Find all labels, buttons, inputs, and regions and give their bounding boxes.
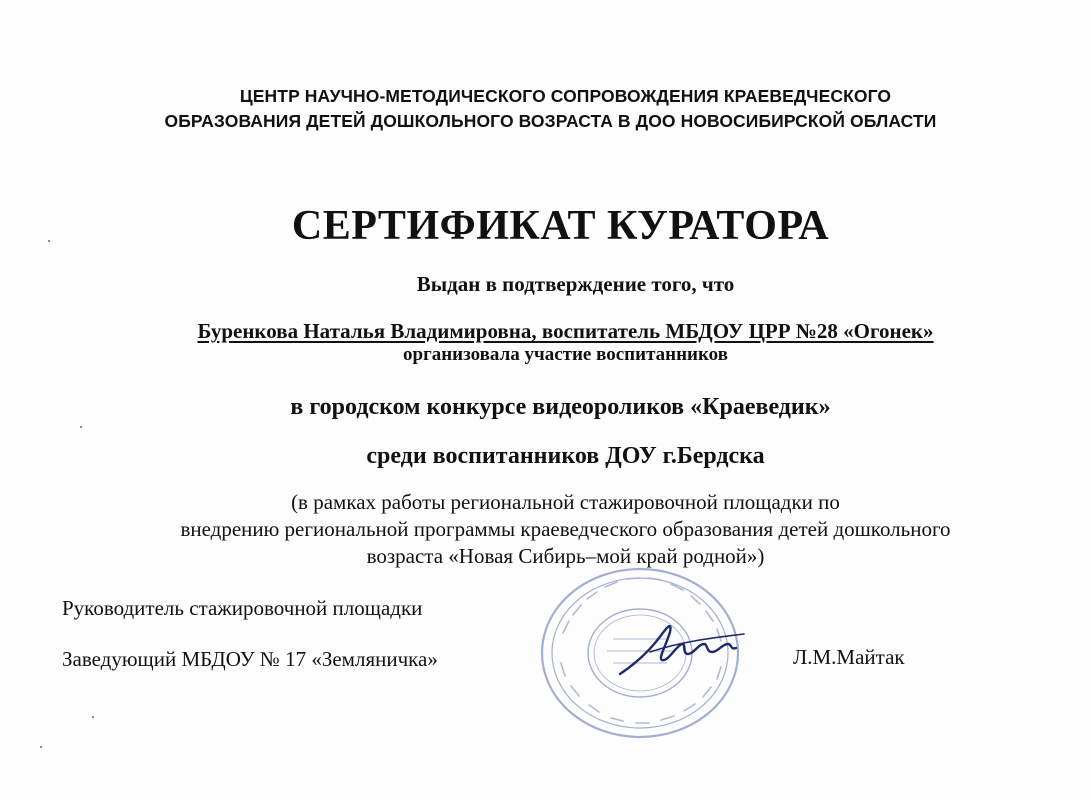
organization-line-1: ЦЕНТР НАУЧНО-МЕТОДИЧЕСКОГО СОПРОВОЖДЕНИЯ КРАЕВЕДЧЕСКОГО bbox=[239, 86, 892, 106]
organization-line-2: ОБРАЗОВАНИЯ ДЕТЕЙ ДОШКОЛЬНОГО ВОЗРАСТА В ДОО НОВОСИБИРСКОЙ ОБЛАСТИ bbox=[164, 111, 937, 131]
handwritten-signature-icon bbox=[610, 612, 750, 682]
issued-statement: Выдан в подтверждение того, что bbox=[416, 272, 735, 296]
framework-line-1: (в рамках работы региональной стажировочной площадки по bbox=[291, 490, 840, 514]
paper-speck bbox=[40, 746, 42, 748]
paper-speck bbox=[92, 716, 94, 718]
signature-role-line-2: Заведующий МБДОУ № 17 «Земляничка» bbox=[62, 647, 438, 671]
framework-line-2: внедрению региональной программы краеведческого образования детей дошкольного bbox=[180, 517, 951, 541]
signer-name: Л.М.Майтак bbox=[793, 645, 905, 669]
signature-role-line-1: Руководитель стажировочной площадки bbox=[62, 596, 423, 620]
contest-statement: в городском конкурсе видеороликов «Краеведик» bbox=[290, 394, 831, 420]
paper-speck bbox=[48, 240, 50, 242]
organized-statement: организовала участие воспитанников bbox=[403, 344, 728, 365]
certificate-title: СЕРТИФИКАТ КУРАТОРА bbox=[291, 203, 830, 249]
recipient-name: Буренкова Наталья Владимировна, воспитатель МБДОУ ЦРР №28 «Огонек» bbox=[197, 319, 934, 343]
organization-header bbox=[0, 84, 1091, 134]
framework-note bbox=[0, 489, 1091, 570]
paper-speck bbox=[80, 426, 82, 428]
recipient-line bbox=[0, 318, 1091, 345]
participants-statement: среди воспитанников ДОУ г.Бердска bbox=[366, 443, 765, 469]
framework-line-3: возраста «Новая Сибирь–мой край родной») bbox=[366, 544, 765, 568]
